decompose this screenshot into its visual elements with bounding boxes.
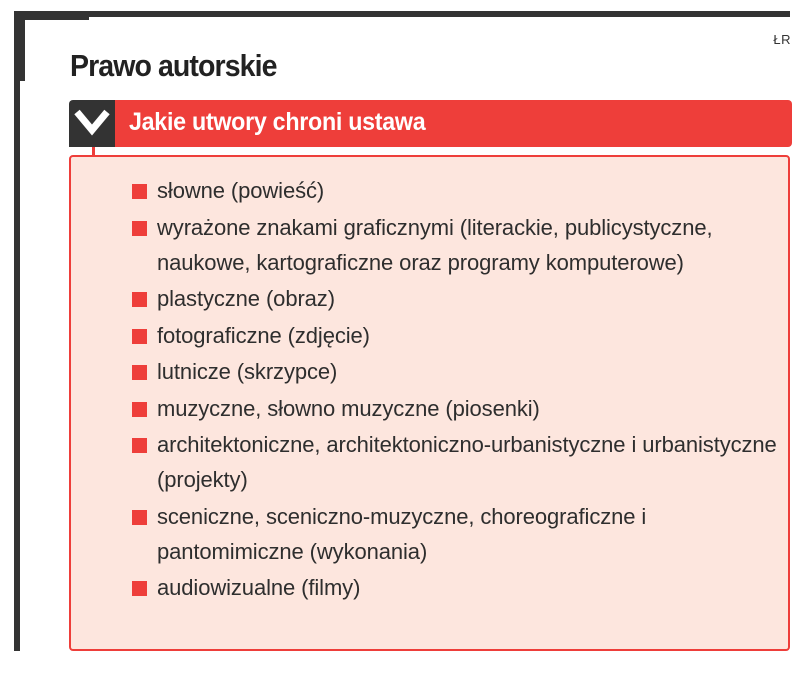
page-title: Prawo autorskie xyxy=(70,48,277,83)
square-bullet-icon xyxy=(132,581,147,596)
list-item-text: audiowizualne (filmy) xyxy=(157,575,361,600)
list-item-text: wyrażone znakami graficznymi (literackie, publicystyczne, naukowe, kartograficzne oraz programy komputerowe) xyxy=(157,214,713,275)
list-item xyxy=(127,570,778,605)
square-bullet-icon xyxy=(132,438,147,453)
square-bullet-icon xyxy=(132,184,147,199)
frame-left-line xyxy=(14,11,20,651)
list-item xyxy=(127,427,778,497)
list-item-text: słowne (powieść) xyxy=(157,178,325,203)
list-item xyxy=(127,318,778,353)
frame-top-corner xyxy=(14,11,89,20)
square-bullet-icon xyxy=(132,292,147,307)
list-item xyxy=(127,210,778,280)
square-bullet-icon xyxy=(132,221,147,236)
frame-top-line xyxy=(14,11,790,17)
list-item-text: fotograficzne (zdjęcie) xyxy=(157,322,370,348)
list-item-text: sceniczne, sceniczno-muzyczne, choreograficzne i pantomimiczne (wykonania) xyxy=(157,503,647,564)
square-bullet-icon xyxy=(132,402,147,417)
author-initials: ŁR xyxy=(773,32,791,47)
chevron-down-icon xyxy=(74,108,110,138)
chevron-box xyxy=(69,100,115,147)
list-item-text: lutnicze (skrzypce) xyxy=(157,359,338,384)
section-title: Jakie utwory chroni ustawa xyxy=(129,108,426,136)
list-item xyxy=(127,499,778,569)
list-item xyxy=(127,281,778,316)
protected-works-list xyxy=(127,173,778,607)
list-item xyxy=(127,173,778,208)
list-item xyxy=(127,391,778,426)
square-bullet-icon xyxy=(132,510,147,525)
list-item-text: architektoniczne, architektoniczno-urbanistyczne i urbanistyczne (projekty) xyxy=(157,432,777,492)
list-item xyxy=(127,354,778,389)
content-box xyxy=(69,155,790,651)
square-bullet-icon xyxy=(132,365,147,380)
list-item-text: muzyczne, słowno muzyczne (piosenki) xyxy=(157,395,540,421)
section-header xyxy=(69,100,792,147)
list-item-text: plastyczne (obraz) xyxy=(157,286,335,311)
square-bullet-icon xyxy=(132,329,147,344)
